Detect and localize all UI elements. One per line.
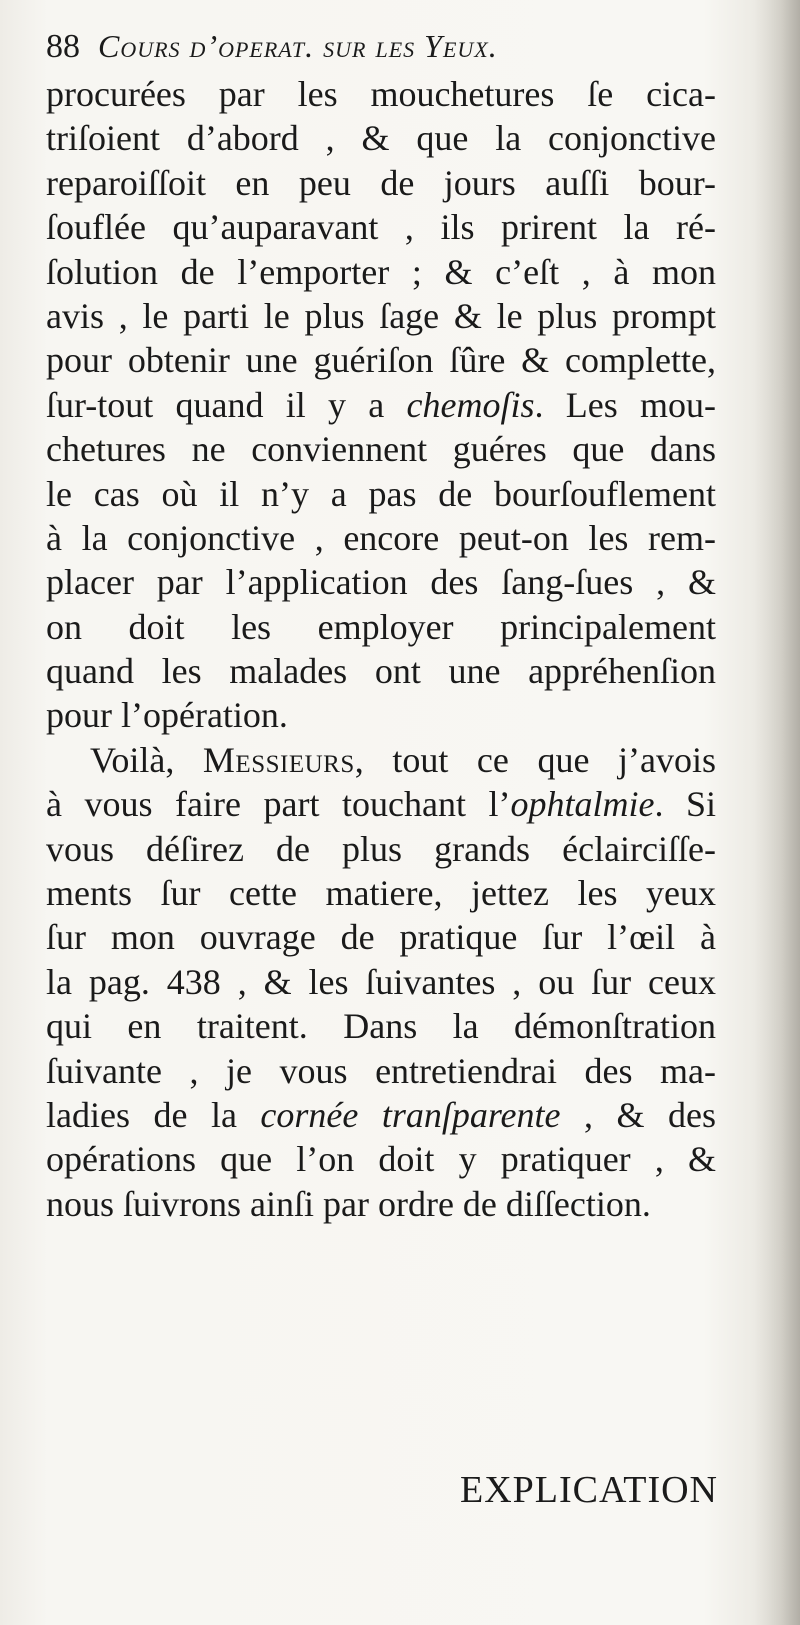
paragraph-2 bbox=[46, 738, 716, 1226]
paragraph-1 bbox=[46, 72, 716, 738]
text-line: reparoiſſoit en peu de jours auſſi bour- bbox=[46, 162, 716, 203]
text-line: nous ſuivrons ainſi par ordre de diſſection. bbox=[46, 1183, 651, 1224]
text-line: vous déſirez de plus grands éclairciſſe- bbox=[46, 828, 716, 869]
text-line: ſouflée qu’auparavant , ils prirent la ré- bbox=[46, 207, 716, 248]
text-line: pour l’opération. bbox=[46, 695, 288, 736]
text-line: opérations que l’on doit y pratiquer , & bbox=[46, 1139, 716, 1180]
text-line: on doit les employer principalement bbox=[46, 606, 716, 647]
gutter-shadow bbox=[754, 0, 800, 1625]
text-line: la pag. 438 , & les ſuivantes , ou ſur ceux bbox=[46, 961, 716, 1002]
text-line: ſuivante , je vous entretiendrai des ma- bbox=[46, 1050, 716, 1091]
emphasized-text: Messieurs bbox=[202, 739, 355, 780]
text-line: pour obtenir une guériſon ſûre & complette, bbox=[46, 340, 716, 381]
text-line: procurées par les mouchetures ſe cica- bbox=[46, 74, 716, 114]
text-line: chetures ne conviennent guéres que dans bbox=[46, 429, 716, 470]
page-number: 88 bbox=[46, 28, 80, 65]
text-line: quand les malades ont une appréhenſion bbox=[46, 651, 716, 692]
text-line: à la conjonctive , encore peut-on les rem- bbox=[46, 517, 716, 558]
text-line: ſolution de l’emporter ; & c’eſt , à mon bbox=[46, 251, 716, 292]
emphasized-text: cornée tranſparente bbox=[260, 1094, 561, 1135]
text-line: placer par l’application des ſang-ſues , & bbox=[46, 562, 716, 603]
text-line: Voilà, Messieurs, tout ce que j’avois bbox=[90, 739, 716, 780]
text-line: qui en traitent. Dans la démonſtration bbox=[46, 1006, 716, 1047]
emphasized-text: chemoſis bbox=[406, 384, 535, 425]
running-head-title: Cours d’operat. sur les Yeux. bbox=[98, 28, 498, 64]
text-line: ſur-tout quand il y a chemoſis. Les mou- bbox=[46, 384, 716, 425]
emphasized-text: ophtalmie bbox=[510, 784, 655, 825]
text-line: à vous faire part touchant l’ophtalmie. Si bbox=[46, 784, 716, 825]
running-head bbox=[46, 22, 726, 70]
text-line: ſur mon ouvrage de pratique ſur l’œil à bbox=[46, 917, 716, 958]
text-line: ladies de la cornée tranſparente , & des bbox=[46, 1094, 716, 1135]
text-line: triſoient d’abord , & que la conjonctive bbox=[46, 118, 716, 159]
text-line: ments ſur cette matiere, jettez les yeux bbox=[46, 873, 716, 914]
text-line: le cas où il n’y a pas de bourſouflement bbox=[46, 473, 716, 514]
catchword: EXPLICATION bbox=[460, 1469, 718, 1511]
body-text bbox=[46, 72, 716, 1226]
text-line: avis , le parti le plus ſage & le plus prompt bbox=[46, 295, 716, 336]
